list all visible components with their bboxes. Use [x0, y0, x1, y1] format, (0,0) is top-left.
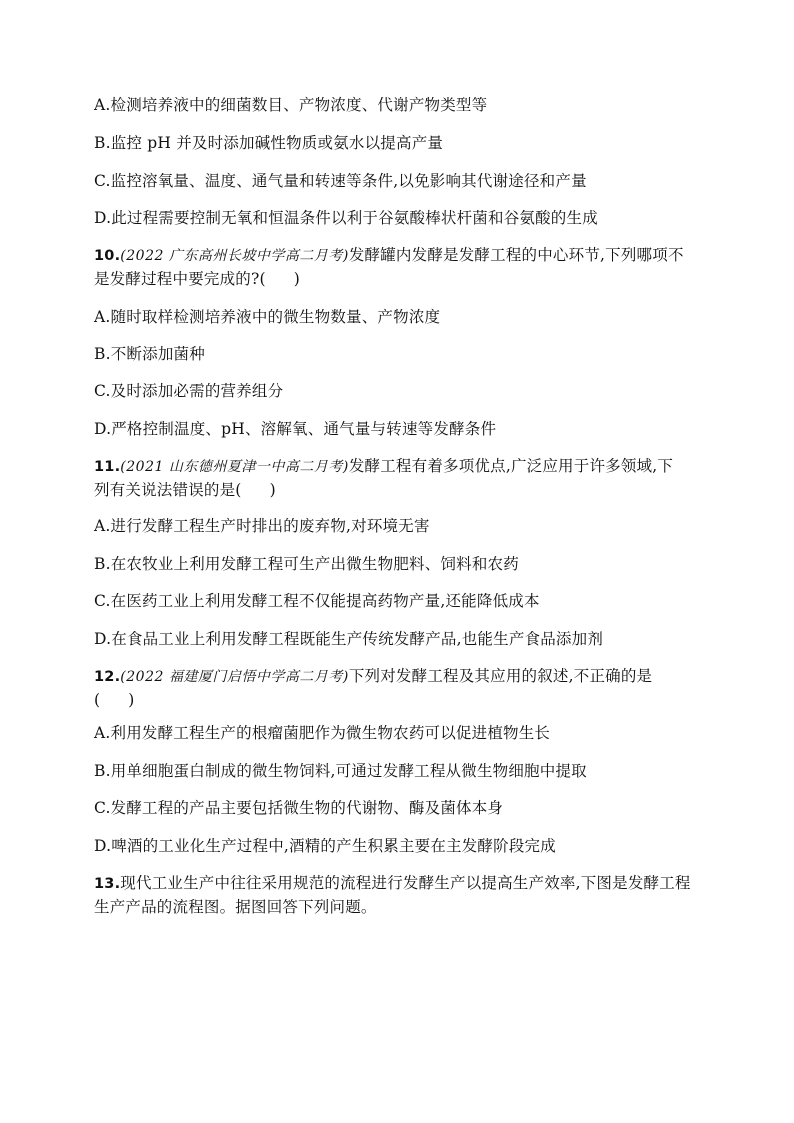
q11-stem-line2 — [94, 480, 714, 500]
q13-stem-line2: 生产产品的流程图。据图回答下列问题。 — [94, 898, 377, 916]
q9-option-a: A.检测培养液中的细菌数目、产物浓度、代谢产物类型等 — [94, 96, 488, 114]
q10-stem-text2: 是发酵过程中要完成的?( — [94, 270, 266, 288]
q10-option-d: D.严格控制温度、pH、溶解氧、通气量与转速等发酵条件 — [94, 420, 497, 438]
q11-stem-text2: 列有关说法错误的是( — [94, 481, 242, 499]
q11-stem-close: ) — [269, 481, 276, 499]
q10-option-c: C.及时添加必需的营养组分 — [94, 382, 284, 400]
q11-stem-line1 — [94, 456, 714, 477]
q10-option-a: A.随时取样检测培养液中的微生物数量、产物浓度 — [94, 308, 441, 326]
q12-stem-line1 — [94, 666, 714, 687]
q9-option-c: C.监控溶氧量、温度、通气量和转速等条件,以免影响其代谢途径和产量 — [94, 172, 587, 190]
q12-stem-line2 — [94, 690, 714, 710]
q12-stem-close: ) — [128, 691, 135, 709]
q11-option-c: C.在医药工业上利用发酵工程不仅能提高药物产量,还能降低成本 — [94, 592, 540, 610]
q11-option-b: B.在农牧业上利用发酵工程可生产出微生物肥料、饲料和农药 — [94, 555, 519, 573]
q10-stem-line2 — [94, 269, 714, 289]
q12-option-d: D.啤酒的工业化生产过程中,酒精的产生积累主要在主发酵阶段完成 — [94, 837, 556, 855]
q13-stem-text1: 现代工业生产中往往采用规范的流程进行发酵生产以提高生产效率,下图是发酵工程 — [120, 874, 691, 892]
q10-number: 10. — [94, 248, 121, 264]
q11-stem-text1: 发酵工程有着多项优点,广泛应用于许多领域,下 — [348, 457, 674, 475]
q12-number: 12. — [94, 669, 121, 685]
q12-option-a: A.利用发酵工程生产的根瘤菌肥作为微生物农药可以促进植物生长 — [94, 724, 551, 742]
q10-stem-line1 — [94, 245, 714, 266]
q9-option-d: D.此过程需要控制无氧和恒温条件以利于谷氨酸棒状杆菌和谷氨酸的生成 — [94, 209, 598, 227]
q12-option-b: B.用单细胞蛋白制成的微生物饲料,可通过发酵工程从微生物细胞中提取 — [94, 762, 587, 780]
q12-option-c: C.发酵工程的产品主要包括微生物的代谢物、酶及菌体本身 — [94, 799, 504, 817]
q10-option-b: B.不断添加菌种 — [94, 345, 205, 363]
q13-stem-line1 — [94, 873, 714, 894]
q11-number: 11. — [94, 459, 121, 475]
q13-number: 13. — [94, 876, 121, 892]
q11-option-a: A.进行发酵工程生产时排出的废弃物,对环境无害 — [94, 517, 430, 535]
q12-stem-text1: 下列对发酵工程及其应用的叙述,不正确的是 — [348, 667, 653, 685]
q11-option-d: D.在食品工业上利用发酵工程既能生产传统发酵产品,也能生产食品添加剂 — [94, 630, 604, 648]
q12-source: (2022 福建厦门启悟中学高二月考) — [120, 669, 349, 685]
q11-source: (2021 山东德州夏津一中高二月考) — [120, 459, 349, 475]
q10-source: (2022 广东高州长坡中学高二月考) — [120, 248, 349, 264]
q12-stem-open: ( — [94, 691, 101, 709]
q9-option-b: B.监控 pH 并及时添加碱性物质或氨水以提高产量 — [94, 134, 444, 152]
q10-stem-close: ) — [293, 270, 301, 288]
q10-stem-text1: 发酵罐内发酵是发酵工程的中心环节,下列哪项不 — [348, 246, 684, 264]
